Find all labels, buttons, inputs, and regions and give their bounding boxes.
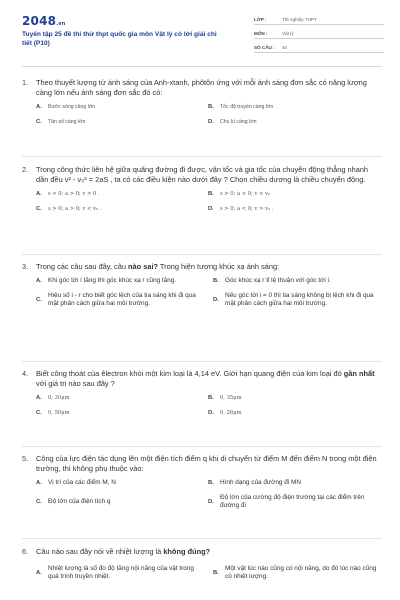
option-b[interactable]: B. Một vật lúc nào cũng có nội năng, do đó lúc nào cũng có nhiệt lượng. [213,565,377,580]
option-d[interactable]: D. Độ lớn của cường độ điện trường tại các điểm trên đường đi [208,494,365,509]
question-6 [22,547,380,588]
question-divider [22,361,382,362]
question-number: 3. [22,262,29,271]
option-a[interactable]: A. Nhiệt lượng là số đo độ tăng nội năng của vật trong quá trình truyền nhiệt. [36,565,194,580]
option-d[interactable]: D. 0, 26μm [208,410,242,416]
option-c[interactable]: C. Độ lớn của điện tích q [36,498,111,505]
option-a[interactable]: A. s > 0; a > 0; v > 0 . [36,191,100,197]
option-a[interactable]: A. Bước sóng càng lớn [36,104,96,110]
question-stem: Trong các câu sau đây, câu nào sai? Trong hiện tượng khúc xạ ánh sáng: [36,262,280,271]
option-c[interactable]: C. 0, 50μm [36,410,70,416]
question-number: 5. [22,454,29,463]
option-c[interactable]: C. Tần số càng lớn [36,119,86,125]
header-divider [22,66,382,67]
option-b[interactable]: B. Hình dạng của đường đi MN [208,479,301,486]
option-a[interactable]: A. Vị trí của các điểm M, N [36,479,116,486]
question-divider [22,156,382,157]
meta-class: LỚP : Tốt nghiệp THPT [254,14,384,25]
option-a[interactable]: A. 0, 30μm [36,395,70,401]
option-d[interactable]: D. Nếu góc tới i = 0 thì tia sáng không bị lệch khi đi qua mặt phân cách giữa hai môi trường. [213,292,374,307]
question-stem: Công của lực điện tác dụng lên một điện tích điểm q khi di chuyển từ điểm M đến điểm N trong một điện trường, thì không phụ thuộc vào: [36,454,377,473]
question-3 [22,262,380,315]
exam-title: Tuyển tập 25 đề thi thử thpt quốc gia môn Vật lý có lời giải chi tiết (P10) [22,31,217,47]
option-c[interactable]: C. s > 0; a > 0; v < v₀ . [36,206,102,212]
option-b[interactable]: B. Góc khúc xạ r tỉ lệ thuận với góc tới i. [213,277,331,284]
question-1 [22,78,380,133]
page-header [0,0,400,62]
question-number: 1. [22,78,29,87]
question-stem: Biết công thoát của êlectron khỏi một kim loại là 4,14 eV. Giới hạn quang điện của kim loại đó gần nhất với giá trị nào sau đây ? [36,369,375,388]
question-divider [22,538,382,539]
question-stem: Trong công thức liên hệ giữa quãng đường đi được, vận tốc và gia tốc của chuyển động thẳng nhanh dần đều v² - v₀² = 2aS , ta có các điều kiện nào dưới đây ? Chọn chiều dương là chiều chuyển động. [36,165,369,184]
option-c[interactable]: C. Hiệu số i - r cho biết góc lệch của tia sáng khi đi qua mặt phân cách giữa hai môi trường. [36,292,196,307]
question-number: 4. [22,369,29,378]
meta-question-count: SỐ CÂU : 40 [254,42,384,53]
question-stem: Theo thuyết lượng tử ánh sáng của Anh-xtanh, phôtôn ứng với mỗi ánh sáng đơn sắc có năng lượng càng lớn nếu ánh sáng đơn sắc đó có: [36,78,367,97]
question-5 [22,454,380,517]
question-number: 2. [22,165,29,174]
question-4 [22,369,380,424]
option-b[interactable]: B. Tốc độ truyền càng lớn [208,104,274,110]
option-a[interactable]: A. Khi góc tới i tăng thì góc khúc xạ r cũng tăng. [36,277,177,284]
meta-subject: MÔN : Vật lý [254,28,384,39]
question-number: 6. [22,547,29,556]
question-divider [22,446,382,447]
question-2 [22,165,380,220]
option-b[interactable]: B. s > 0; a < 0; v < v₀ [208,191,271,197]
question-divider [22,254,382,255]
option-b[interactable]: B. 0, 35μm [208,395,242,401]
option-d[interactable]: D. Chu kì càng lớn [208,119,257,125]
exam-meta [254,14,384,56]
site-logo[interactable]: 2048.vn [22,14,66,28]
question-stem: Câu nào sau đây nói về nhiệt lượng là không đúng? [36,547,211,556]
option-d[interactable]: D. s > 0; a < 0; v > v₀ . [208,206,274,212]
